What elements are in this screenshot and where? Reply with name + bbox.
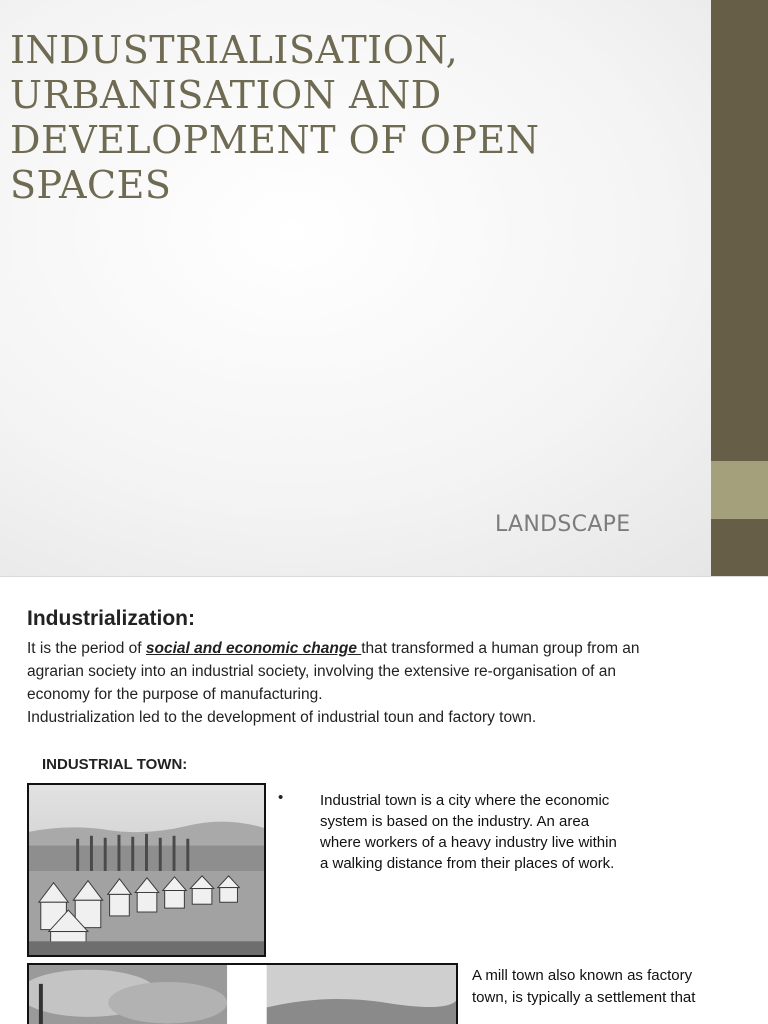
title-line-1: INDUSTRIALISATION, xyxy=(10,28,459,72)
slide-title xyxy=(10,28,700,208)
title-line-3: DEVELOPMENT OF OPEN SPACES xyxy=(10,118,540,207)
industrial-town-image xyxy=(29,785,264,955)
industrial-town-photo xyxy=(27,783,266,957)
slide-subtitle: LANDSCAPE xyxy=(495,512,631,537)
mill-town-description: A mill town also known as factory town, is typically a settlement that xyxy=(472,967,696,1006)
title-line-2: URBANISATION AND xyxy=(10,73,442,117)
section-heading: Industrialization: xyxy=(27,607,195,630)
industrial-town-label: INDUSTRIAL TOWN: xyxy=(42,756,188,773)
intro-text-start: It is the period of xyxy=(27,640,146,657)
content-slide xyxy=(0,577,768,1024)
intro-emphasis: social and economic change xyxy=(145,640,362,657)
sidebar-accent-block xyxy=(711,461,768,519)
bullet-marker: • xyxy=(278,789,284,806)
intro-second-line: Industrialization led to the development of industrial toun and factory town. xyxy=(27,709,537,726)
mill-town-photo xyxy=(27,963,458,1024)
industrial-town-description: Industrial town is a city where the economic system is based on the industry. An area where workers of a heavy industry live within a walking distance from their places of work. xyxy=(320,792,617,872)
intro-paragraph xyxy=(27,637,667,729)
intro-text-end: that transformed a human group from an agrarian society into an industrial society, involving the extensive re-organisation of an economy for the purpose of manufacturing. xyxy=(27,640,640,703)
mill-town-image xyxy=(29,965,456,1024)
